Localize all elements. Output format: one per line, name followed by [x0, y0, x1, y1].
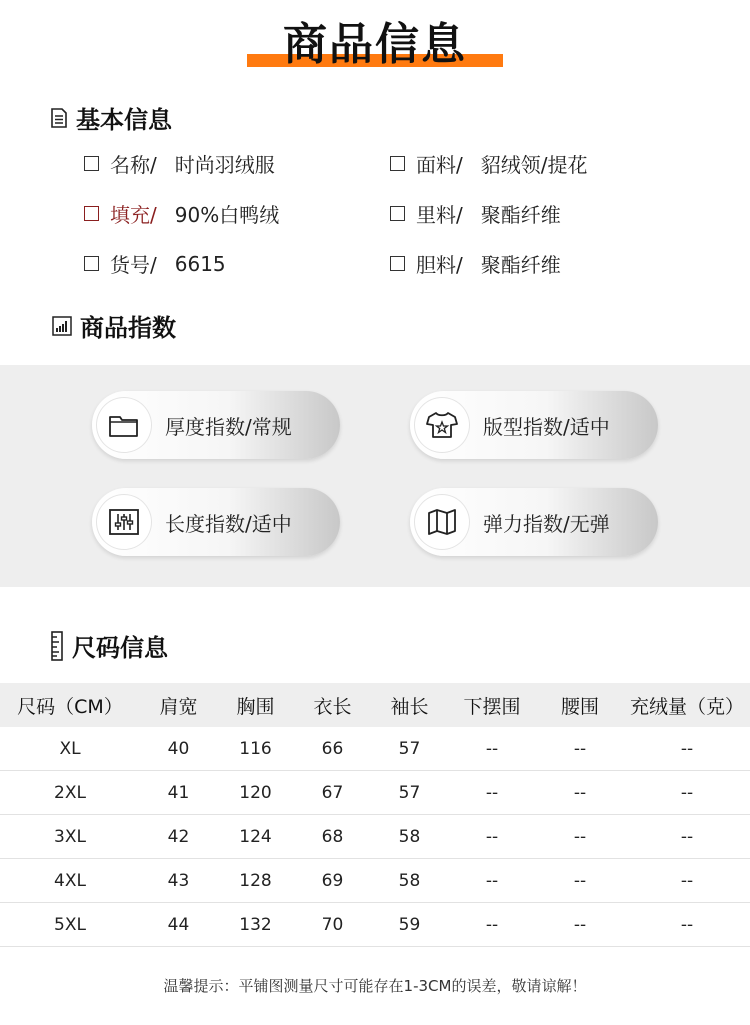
table-cell: 120	[217, 771, 294, 815]
table-cell: --	[624, 771, 750, 815]
table-row	[0, 771, 750, 815]
table-cell: --	[448, 815, 536, 859]
table-cell: 69	[294, 859, 371, 903]
table-cell: 4XL	[0, 859, 140, 903]
table-cell: 57	[371, 727, 448, 771]
info-label: 胆料/	[416, 253, 463, 277]
header-cell: 尺码（CM）	[0, 683, 140, 727]
table-cell: 132	[217, 903, 294, 947]
table-cell: 44	[140, 903, 217, 947]
table-cell: 40	[140, 727, 217, 771]
size-title: 尺码信息	[72, 634, 168, 662]
table-cell: 68	[294, 815, 371, 859]
info-lining	[390, 199, 561, 228]
pill-label: 弹力指数/无弹	[483, 511, 610, 536]
info-label: 面料/	[416, 153, 463, 177]
ruler-icon	[50, 631, 64, 661]
info-label: 货号/	[110, 253, 157, 277]
table-cell: 58	[371, 859, 448, 903]
table-cell: 41	[140, 771, 217, 815]
checkbox	[84, 206, 99, 221]
info-filling	[84, 199, 279, 228]
table-cell: 3XL	[0, 815, 140, 859]
table-cell: 67	[294, 771, 371, 815]
header-cell: 袖长	[371, 683, 448, 727]
header-cell: 肩宽	[140, 683, 217, 727]
info-value: 聚酯纤维	[480, 253, 561, 277]
pill-label: 长度指数/适中	[165, 511, 292, 536]
folder-icon	[96, 397, 152, 453]
info-label: 名称/	[110, 153, 157, 177]
info-label: 填充/	[110, 203, 157, 227]
pill-label: 厚度指数/常规	[165, 414, 292, 439]
header-cell: 衣长	[294, 683, 371, 727]
info-label: 里料/	[416, 203, 463, 227]
table-cell: --	[448, 771, 536, 815]
table-cell: 43	[140, 859, 217, 903]
table-row	[0, 815, 750, 859]
index-title: 商品指数	[80, 314, 176, 342]
table-cell: 128	[217, 859, 294, 903]
info-item-number	[84, 249, 226, 278]
size-table	[0, 683, 750, 947]
header-cell: 下摆围	[448, 683, 536, 727]
table-row	[0, 903, 750, 947]
measurement-note: 温馨提示：平铺图测量尺寸可能存在1-3CM的误差，敬请谅解！	[163, 977, 587, 995]
checkbox	[84, 156, 99, 171]
info-fabric	[390, 149, 588, 178]
bar-chart-icon	[52, 316, 72, 336]
table-cell: 57	[371, 771, 448, 815]
table-cell: --	[536, 859, 624, 903]
table-cell: 2XL	[0, 771, 140, 815]
table-cell: --	[624, 859, 750, 903]
table-cell: 116	[217, 727, 294, 771]
page-title: 商品信息	[283, 19, 467, 70]
table-cell: --	[448, 727, 536, 771]
checkbox	[84, 256, 99, 271]
header-cell: 腰围	[536, 683, 624, 727]
size-heading	[50, 628, 168, 663]
info-value: 6615	[174, 251, 226, 276]
info-value: 聚酯纤维	[480, 203, 561, 227]
table-cell: --	[448, 859, 536, 903]
pill-length	[92, 488, 340, 556]
info-value: 时尚羽绒服	[174, 153, 275, 177]
checkbox	[390, 206, 405, 221]
pill-label: 版型指数/适中	[483, 414, 610, 439]
info-value: 90%白鸭绒	[174, 203, 280, 227]
map-icon	[414, 494, 470, 550]
table-cell: 66	[294, 727, 371, 771]
table-cell: 70	[294, 903, 371, 947]
table-header-row	[0, 683, 750, 727]
checkbox	[390, 156, 405, 171]
table-row	[0, 859, 750, 903]
checkbox	[390, 256, 405, 271]
table-cell: 59	[371, 903, 448, 947]
table-cell: --	[536, 727, 624, 771]
table-cell: 5XL	[0, 903, 140, 947]
table-cell: --	[624, 727, 750, 771]
table-cell: 42	[140, 815, 217, 859]
table-row	[0, 727, 750, 771]
header-cell: 充绒量（克）	[624, 683, 750, 727]
basic-info-title: 基本信息	[76, 106, 172, 134]
table-cell: --	[624, 903, 750, 947]
document-icon	[50, 108, 68, 128]
pill-fit	[410, 391, 658, 459]
table-cell: --	[536, 815, 624, 859]
info-name	[84, 149, 275, 178]
info-inner	[390, 249, 561, 278]
sliders-icon	[96, 494, 152, 550]
header-cell: 胸围	[217, 683, 294, 727]
table-cell: --	[448, 903, 536, 947]
table-cell: --	[536, 903, 624, 947]
info-value: 貂绒领/提花	[480, 153, 588, 177]
table-cell: --	[536, 771, 624, 815]
pill-thickness	[92, 391, 340, 459]
index-heading	[52, 308, 176, 343]
tshirt-icon	[414, 397, 470, 453]
table-cell: 124	[217, 815, 294, 859]
table-cell: XL	[0, 727, 140, 771]
table-cell: --	[624, 815, 750, 859]
table-cell: 58	[371, 815, 448, 859]
pill-elasticity	[410, 488, 658, 556]
basic-info-heading	[50, 100, 172, 135]
